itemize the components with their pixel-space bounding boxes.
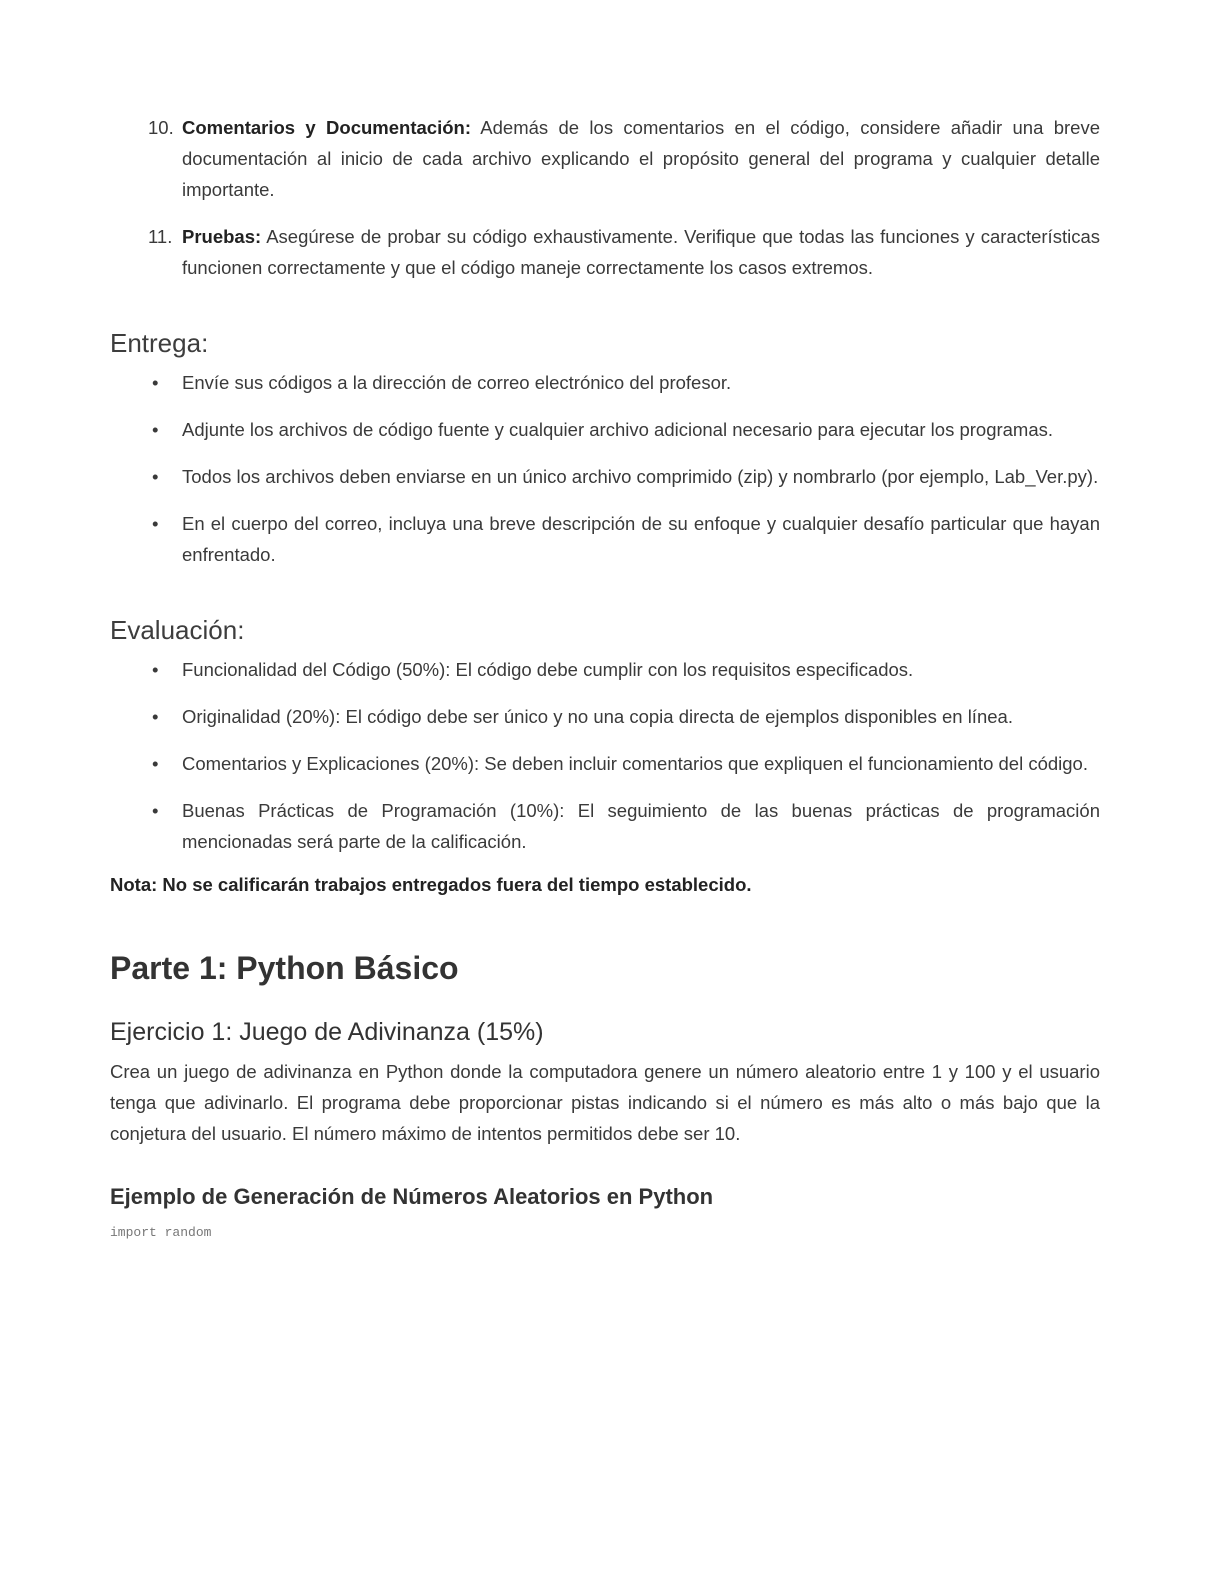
list-item-text: Comentarios y Explicaciones (20%): Se deben incluir comentarios que expliquen el funcionamiento del código.: [182, 753, 1088, 774]
list-item: [110, 795, 1100, 857]
list-item: [110, 654, 1100, 685]
list-item: [110, 461, 1100, 492]
bullet-icon: •: [152, 706, 159, 727]
step-number: 10.: [148, 117, 174, 138]
note-text: Nota: No se calificarán trabajos entregados fuera del tiempo establecido.: [110, 874, 752, 895]
evaluacion-list: [110, 654, 1100, 857]
evaluation-note: [110, 869, 1100, 900]
bullet-icon: •: [152, 659, 159, 680]
step-item: [110, 221, 1100, 283]
list-item: [110, 748, 1100, 779]
bullet-icon: •: [152, 466, 159, 487]
list-item-text: Adjunte los archivos de código fuente y cualquier archivo adicional necesario para ejecutar los programas.: [182, 419, 1054, 440]
bullet-icon: •: [152, 513, 159, 534]
bullet-icon: •: [152, 419, 159, 440]
bullet-icon: •: [152, 753, 159, 774]
step-number: 11.: [148, 226, 173, 247]
list-item-text: En el cuerpo del correo, incluya una breve descripción de su enfoque y cualquier desafío particular que hayan enfrentado.: [182, 513, 1100, 565]
step-text: Además de los comentarios en el código, considere añadir una breve documentación al inicio de cada archivo explicando el propósito general del programa y cualquier detalle importante.: [182, 117, 1100, 200]
part-title: Parte 1: Python Básico: [110, 950, 459, 986]
exercise-title: Ejercicio 1: Juego de Adivinanza (15%): [110, 1018, 544, 1046]
list-item: [110, 414, 1100, 445]
entrega-list: [110, 367, 1100, 570]
bullet-icon: •: [152, 372, 159, 393]
steps-list: [110, 112, 1100, 283]
step-title: Comentarios y Documentación:: [182, 117, 471, 138]
list-item-text: Todos los archivos deben enviarse en un único archivo comprimido (zip) y nombrarlo (por ejemplo, Lab_Ver.py).: [182, 466, 1099, 487]
step-text: Asegúrese de probar su código exhaustivamente. Verifique que todas las funciones y características funcionen correctamente y que el código maneje correctamente los casos extremos.: [182, 226, 1100, 278]
bullet-icon: •: [152, 800, 159, 821]
example-title: Ejemplo de Generación de Números Aleatorios en Python: [110, 1184, 714, 1209]
list-item-text: Originalidad (20%): El código debe ser único y no una copia directa de ejemplos disponibles en línea.: [182, 706, 1013, 727]
list-item: [110, 701, 1100, 732]
step-title: Pruebas:: [182, 226, 262, 247]
exercise-description: Crea un juego de adivinanza en Python donde la computadora genere un número aleatorio entre 1 y 100 y el usuario tenga que adivinarlo. El programa debe proporcionar pistas indicando si el número es más alto o más bajo que la conjetura del usuario. El número máximo de intentos permitidos debe ser 10.: [110, 1061, 1100, 1144]
list-item-text: Envíe sus códigos a la dirección de correo electrónico del profesor.: [182, 372, 732, 393]
list-item: [110, 367, 1100, 398]
entrega-heading: Entrega:: [110, 328, 209, 358]
document-page: [110, 112, 1100, 1240]
list-item-text: Funcionalidad del Código (50%): El código debe cumplir con los requisitos especificados.: [182, 659, 914, 680]
list-item-text: Buenas Prácticas de Programación (10%): El seguimiento de las buenas prácticas de programación mencionadas será parte de la calificación.: [182, 800, 1100, 852]
step-item: [110, 112, 1100, 205]
evaluacion-heading: Evaluación:: [110, 615, 245, 645]
list-item: [110, 508, 1100, 570]
code-line: import random: [110, 1225, 212, 1240]
